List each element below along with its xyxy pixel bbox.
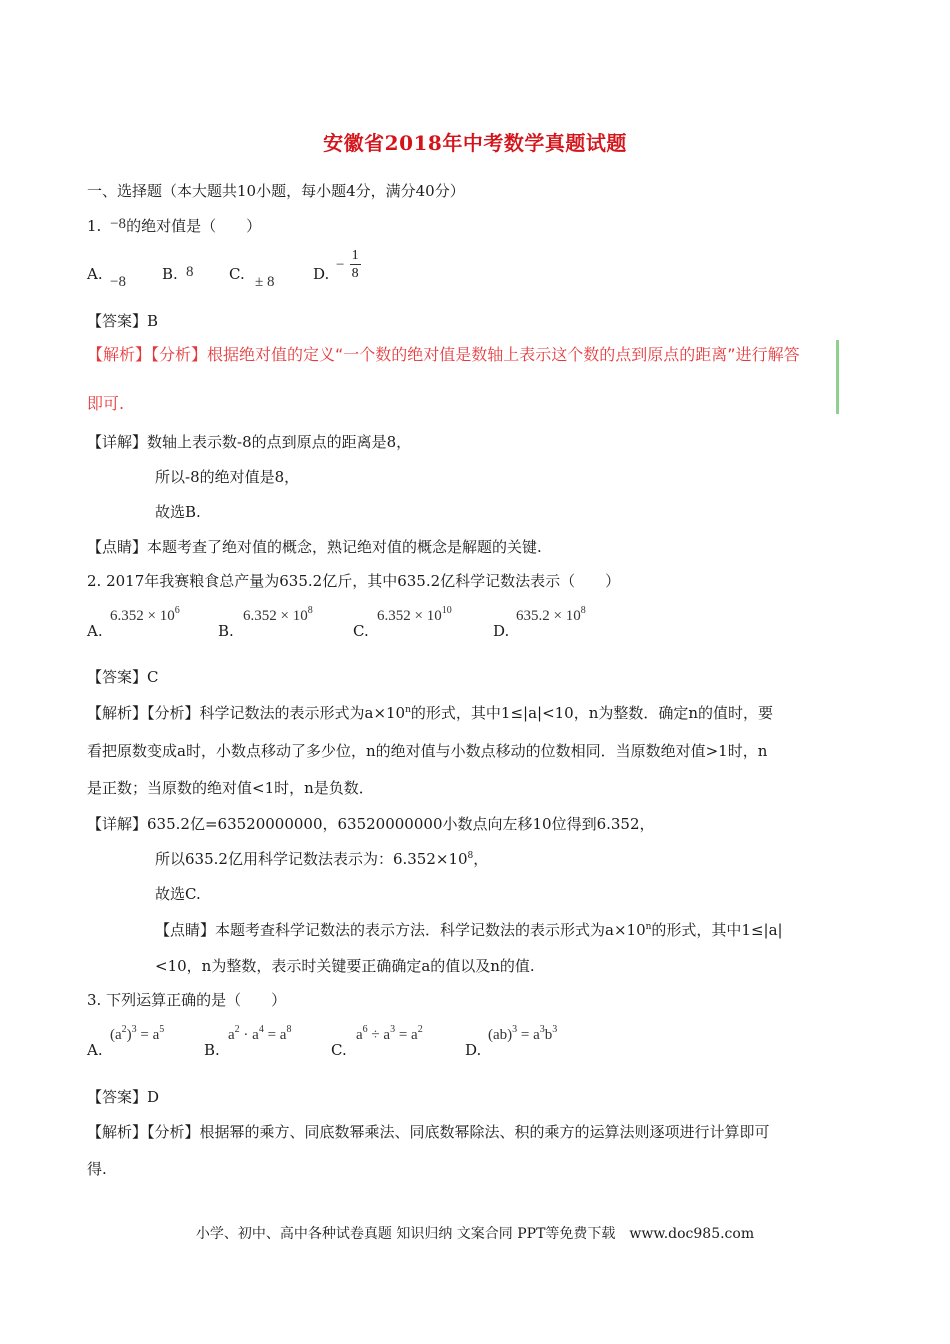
- detail-text: 635.2亿=63520000000，63520000000小数点向左移10位得到6.352，: [147, 815, 655, 833]
- q1-analysis-line-1: 【解析】【分析】根据绝对值的定义“一个数的绝对值是数轴上表示这个数的点到原点的距离”进行解答: [87, 345, 800, 364]
- q3-analysis-line-1: 【解析】【分析】根据幂的乘方、同底数幂乘法、同底数幂除法、积的乘方的运算法则逐项进行计算即可: [87, 1123, 770, 1141]
- fraction-denominator: 8: [351, 266, 359, 281]
- q3-option-d-expression: $(ab)^3 = a^3b^3$: [488, 1024, 558, 1043]
- q2-option-b-label: B.: [218, 622, 234, 640]
- q3-analysis-line-2: 得.: [87, 1160, 107, 1178]
- fraction-numerator: 1: [351, 248, 359, 263]
- text: 的形式，其中1≤|a|<10，n为整数．确定n的值时，要: [410, 704, 774, 722]
- q2-option-a-value: [110, 605, 180, 625]
- value: 6.352 × 10: [243, 608, 308, 624]
- stem-text: 的绝对值是（ ）: [126, 217, 262, 235]
- q3-option-a-expression: $(a^2)^3 = a^5$: [110, 1024, 165, 1043]
- q2-option-b-value: [243, 605, 313, 625]
- question-number: 1.: [87, 217, 102, 235]
- detail-text: 数轴上表示数-8的点到原点的距离是8，: [147, 433, 412, 451]
- q1-option-d-value: [336, 248, 361, 283]
- minus-sign: −: [336, 257, 345, 273]
- q1-detail-3: 故选B.: [155, 503, 201, 521]
- q1-option-b-value: 8: [186, 264, 194, 280]
- q3-answer: 【答案】D: [87, 1088, 160, 1106]
- q2-detail-3: 故选C.: [155, 885, 201, 903]
- q2-analysis-line-3: 是正数；当原数的绝对值<1时，n是负数．: [87, 779, 374, 797]
- value: 635.2 × 10: [516, 608, 581, 624]
- text: 所以635.2亿用科学记数法表示为：6.352×10: [155, 850, 468, 868]
- q1-detail-1: [87, 432, 411, 452]
- value: 6.352 × 10: [110, 608, 175, 624]
- q3-option-a-label: A.: [87, 1041, 103, 1059]
- exponent: 8: [307, 605, 313, 616]
- text: 【解析】【分析】科学记数法的表示形式为a×10: [87, 704, 406, 722]
- detail-tag: 【详解】: [87, 433, 148, 451]
- q2-option-d-label: D.: [493, 622, 510, 640]
- comment-text: 本题考查了绝对值的概念，熟记绝对值的概念是解题的关键.: [147, 538, 542, 556]
- exponent: 8: [467, 851, 474, 861]
- q3-option-b-expression: $a^2 \cdot a^4 = a^8$: [228, 1024, 292, 1043]
- q1-option-c-value: ± 8: [255, 274, 275, 290]
- exponent: 6: [174, 605, 180, 616]
- question-3-stem: 3. 下列运算正确的是（ ）: [87, 991, 287, 1009]
- comment-tag: 【点睛】: [87, 538, 148, 556]
- stem-math: −8: [110, 216, 127, 232]
- q1-option-a-value: −8: [110, 274, 126, 290]
- fraction: [350, 248, 361, 283]
- exponent: n: [405, 705, 411, 715]
- exponent: 8: [580, 605, 586, 616]
- question-1-stem: [87, 216, 261, 237]
- q1-option-c-label: C.: [229, 265, 245, 283]
- document-title: 安徽省2018年中考数学真题试题: [323, 131, 627, 155]
- exponent: n: [645, 922, 652, 932]
- text: ，: [473, 850, 489, 868]
- q2-detail-1: [87, 814, 655, 834]
- exponent: 10: [441, 605, 452, 616]
- comment-tag: 【点睛】: [155, 921, 216, 939]
- q1-comment: [87, 537, 542, 557]
- q3-option-d-label: D.: [465, 1041, 482, 1059]
- q1-option-b-label: B.: [162, 265, 178, 283]
- q2-option-d-value: [516, 605, 586, 625]
- q2-detail-2: [155, 849, 488, 869]
- q1-analysis-line-2: 即可.: [87, 394, 125, 413]
- q2-comment-line-1: [155, 920, 783, 940]
- value: 6.352 × 10: [377, 608, 442, 624]
- q1-option-d-label: D.: [313, 265, 330, 283]
- q2-option-c-label: C.: [353, 622, 369, 640]
- section-heading: 一、选择题（本大题共10小题，每小题4分，满分40分）: [87, 182, 465, 200]
- q1-answer: 【答案】B: [87, 312, 159, 330]
- text: 的形式，其中1≤|a|: [651, 921, 783, 939]
- q2-option-a-label: A.: [87, 622, 103, 640]
- q2-analysis-line-1: [87, 703, 773, 723]
- q3-option-c-label: C.: [331, 1041, 347, 1059]
- q2-option-c-value: [377, 605, 452, 625]
- q3-option-b-label: B.: [204, 1041, 220, 1059]
- q2-answer: 【答案】C: [87, 668, 159, 686]
- q3-option-c-expression: $a^6 \div a^3 = a^2$: [356, 1024, 423, 1043]
- q2-analysis-line-2: 看把原数变成a时，小数点移动了多少位，n的绝对值与小数点移动的位数相同．当原数绝对值>1时，n: [87, 742, 768, 760]
- detail-tag: 【详解】: [87, 815, 148, 833]
- q2-comment-line-2: <10，n为整数，表示时关键要正确确定a的值以及n的值.: [155, 957, 535, 975]
- q1-detail-2: 所以-8的绝对值是8，: [155, 468, 300, 486]
- q1-option-a-label: A.: [87, 265, 103, 283]
- question-2-stem: 2. 2017年我赛粮食总产量为635.2亿斤，其中635.2亿科学记数法表示（ ）: [87, 572, 621, 590]
- text: 本题考查科学记数法的表示方法．科学记数法的表示形式为a×10: [215, 921, 646, 939]
- page-footer: 小学、初中、高中各种试卷真题 知识归纳 文案合同 PPT等免费下载 www.doc985.com: [195, 1226, 755, 1242]
